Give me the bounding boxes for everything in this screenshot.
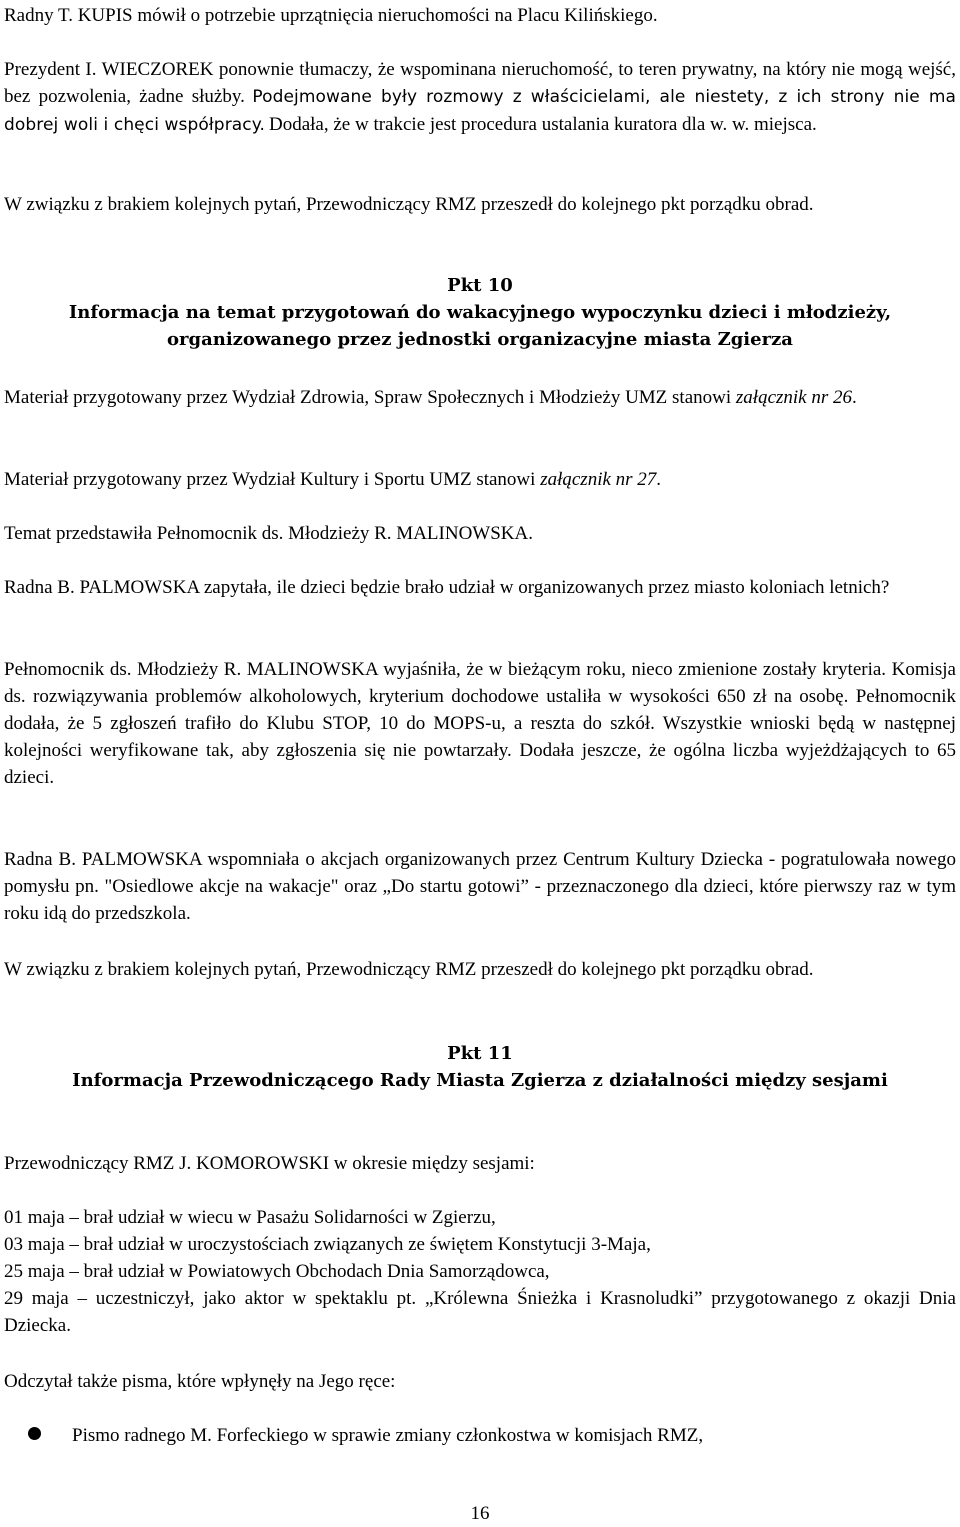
paragraph-material-27: Materiał przygotowany przez Wydział Kultury i Sportu UMZ stanowi załącznik nr 27. bbox=[4, 469, 662, 490]
paragraph-wieczorek bbox=[4, 56, 956, 139]
bullet-icon bbox=[28, 1427, 41, 1440]
paragraph-presenter: Temat przedstawiła Pełnomocnik ds. Młodzieży R. MALINOWSKA. bbox=[4, 523, 533, 544]
paragraph-material-26: Materiał przygotowany przez Wydział Zdrowia, Spraw Społecznych i Młodzieży UMZ stanowi załącznik nr 26. bbox=[4, 387, 857, 408]
paragraph-next-point-2: W związku z brakiem kolejnych pytań, Przewodniczący RMZ przeszedł do kolejnego pkt porządku obrad. bbox=[4, 959, 814, 980]
attachment-ref-27: załącznik nr 27 bbox=[540, 469, 657, 490]
paragraph-next-point-1: W związku z brakiem kolejnych pytań, Przewodniczący RMZ przeszedł do kolejnego pkt porządku obrad. bbox=[4, 194, 814, 215]
paragraph-kupis: Radny T. KUPIS mówił o potrzebie uprzątnięcia nieruchomości na Placu Kilińskiego. bbox=[4, 5, 658, 26]
paragraph-palmowska-actions: Radna B. PALMOWSKA wspomniała o akcjach organizowanych przez Centrum Kultury Dziecka - pogratulowała nowego pomysłu pn. "Osiedlowe akcje na wakacje" oraz „Do startu gotowi” - przeznaczonego dla dzieci, które pierwszy raz w tym roku idą do przedszkola. bbox=[4, 849, 956, 924]
section-heading-pkt11 bbox=[0, 1040, 960, 1094]
pkt11-title: Informacja Przewodniczącego Rady Miasta Zgierza z działalności między sesjami bbox=[72, 1070, 888, 1091]
section-heading-pkt10 bbox=[0, 272, 960, 353]
list-item: 25 maja – brał udział w Powiatowych Obchodach Dnia Samorządowca, bbox=[4, 1261, 550, 1282]
page-number: 16 bbox=[470, 1503, 490, 1524]
paragraph-malinowska-answer: Pełnomocnik ds. Młodzieży R. MALINOWSKA wyjaśniła, że w bieżącym roku, nieco zmienione zostały kryteria. Komisja ds. rozwiązywania problemów alkoholowych, kryterium dochodowe ustaliła w wysokości 650 zł na osobę. Pełnomocnik dodała, że 5 zgłoszeń trafiło do Klubu STOP, 10 do MOPS-u, a reszta do szkół. Wszystkie wnioski będą w następnej kolejności weryfikowane tak, aby zgłoszenia się nie powtarzały. Dodała jeszcze, że ogólna liczba wyjeżdżających to 65 dzieci. bbox=[4, 659, 956, 788]
paragraph-letters-intro: Odczytał także pisma, które wpłynęły na Jego ręce: bbox=[4, 1371, 396, 1392]
attachment-ref-26: załącznik nr 26 bbox=[735, 387, 853, 408]
paragraph-wieczorek-part1: Prezydent I. WIECZOREK ponownie tłumaczy, że wspominana nieruchomość, to teren prywatny, na który nie mogą wejść, bez pozwolenia, żadne służby. bbox=[4, 59, 956, 107]
bullet-item: Pismo radnego M. Forfeckiego w sprawie zmiany członkostwa w komisjach RMZ, bbox=[72, 1425, 704, 1446]
paragraph-wieczorek-part3: Dodała, że w trakcie jest procedura ustalania kuratora dla w. w. miejsca. bbox=[269, 114, 817, 135]
pkt11-number: Pkt 11 bbox=[447, 1043, 513, 1064]
list-item: 29 maja – uczestniczył, jako aktor w spektaklu pt. „Królewna Śnieżka i Krasnoludki” przygotowanego z okazji Dnia Dziecka. bbox=[4, 1288, 956, 1336]
pkt10-title-line1: Informacja na temat przygotowań do wakacyjnego wypoczynku dzieci i młodzieży, bbox=[68, 302, 892, 323]
events-list bbox=[4, 1204, 956, 1339]
pkt10-number: Pkt 10 bbox=[447, 275, 513, 296]
paragraph-palmowska-question: Radna B. PALMOWSKA zapytała, ile dzieci będzie brało udział w organizowanych przez miasto koloniach letnich? bbox=[4, 577, 890, 598]
list-item: 01 maja – brał udział w wiecu w Pasażu Solidarności w Zgierzu, bbox=[4, 1207, 496, 1228]
paragraph-wieczorek-part2: Podejmowane były rozmowy z właścicielami, ale niestety, z ich strony nie ma dobrej woli i chęci współpracy. bbox=[4, 87, 957, 135]
list-item: 03 maja – brał udział w uroczystościach związanych ze świętem Konstytucji 3-Maja, bbox=[4, 1234, 651, 1255]
paragraph-komorowski: Przewodniczący RMZ J. KOMOROWSKI w okresie między sesjami: bbox=[4, 1153, 535, 1174]
pkt10-title-line2: organizowanego przez jednostki organizacyjne miasta Zgierza bbox=[167, 329, 793, 350]
